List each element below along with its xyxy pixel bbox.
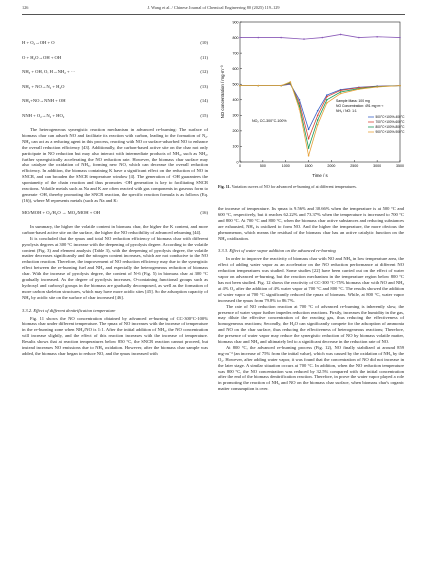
data-point xyxy=(299,99,301,101)
data-point xyxy=(399,37,401,39)
sample-info-2: NO Concentration: 491 mg·m⁻³ xyxy=(336,104,384,108)
legend-label: 700°C+100%-600°C xyxy=(375,120,405,125)
data-point xyxy=(257,85,259,87)
x-tick-label: 1500 xyxy=(304,164,313,168)
data-point xyxy=(340,90,342,92)
y-tick-label: 300 xyxy=(232,113,239,118)
x-axis-label: Time / s xyxy=(312,173,328,178)
paragraph: In summary, the higher the volatile content in biomass char, the higher the K content, and more carbon-based active site on the surface, the higher the NO reducibility of advanced reburning [44]. xyxy=(22,223,208,235)
x-tick-label: 0 xyxy=(239,164,241,168)
paragraph: In order to improve the reactivity of biomass char with NO and NH₃ in low temperature area, the effect of adding water vapor as an accelerator on the NO reduction performance at different NO reduction temperatures was studied. Some studies [22] have been carried out on the effect of water vapor on advanced re-burning, but the reaction mechanism in the temperature region below 800 °C has not been studied. Fig. 12 shows the reactivity of CC-300 °C-75% biomass char with NO and NH₃ at 4% O₂ after the addition of 4% water vapor at 700 °C and 800 °C. The results showed the addition of water vapor at 700 °C significantly reduced the ηmax of biomass. While, at 800 °C, water vapor increased the ηmax from 79.8% to 86.7%. xyxy=(218,256,404,303)
x-tick-label: 1000 xyxy=(281,164,290,168)
equation-10: H + O₂→OH + O (10) xyxy=(22,40,208,45)
data-point xyxy=(280,37,282,39)
data-point xyxy=(280,85,282,87)
paragraph: The rate of NO reduction reaction at 700 °C of advanced re-burning is inherently slow, the presence of water vapor further impedes reduction reactions. Firstly, increases the humidity in the gas, may dilute the effective concentration of the reacting gas, thus reducing the effectiveness of homogeneous reactions; Secondly, the H₂O can significantly compete for the adsorption of ammonia and NO on the char surface, thus reducing the effectiveness of heterogeneous reactions; Therefore, the presence of water vapor may reduce the synergistic reduction of NO by biomass volatile matter, biomass char and NH₃ and ultimately led to a significant decrease in the reduction rate of NO. xyxy=(218,303,404,345)
data-point xyxy=(257,37,259,39)
y-tick-label: 700 xyxy=(232,51,239,56)
data-point xyxy=(399,85,401,87)
equation-13: NH₂ + NO→N₂ + H₂O (13) xyxy=(22,83,208,89)
y-tick-label: 500 xyxy=(232,82,239,87)
data-point xyxy=(358,37,360,39)
header-rule xyxy=(22,14,405,15)
paragraph: At 800 °C, the advanced re-burning process (Fig. 12), NO finally stabilized at around 859 mg·m⁻³ (an increase of 75% from the initial value), which was caused by the oxidation of NH₃ by the O₂. However, after adding water vapor, it was found that the concentration of NO did not increase in the later stage. A similar situation occurs at 700 °C. In addition, when the NO reduction temperature was 800 °C, the NO concentration was reduced by 32.5% compared with the initial concentration after the end of the biomass denitrification reaction. Therefore, in prove the water vapor played a role in promoting the reaction of NH₃ and NO on the biomass char surface, when biomass char's organic matter consumption is over. xyxy=(218,344,404,392)
no-concentration-chart xyxy=(218,18,406,180)
y-tick-label: 400 xyxy=(232,98,239,103)
data-point xyxy=(340,93,342,95)
y-tick-label: 600 xyxy=(232,66,239,71)
data-point xyxy=(326,99,328,101)
paragraph: It is concluded that the ηmax and total NO reduction efficiency of biomass char with different pyrolysis degrees at 300 °C increase with the deepening of pyrolysis degree. According to the volatile content (Fig. 3) and element analysis (Table 3), with the deepening of pyrolysis degree, the volatile matter decreases significantly and the nitrogen content increases, which are not conducive to the NO reduction reaction. Therefore, the improvement of NO reduction efficiency may due to the synergistic effect between the re-burning fuel and NH₃ and especially the heterogeneous reduction of biomass char. With the increase of pyrolysis degree, the content of N-6 (Fig. 5) in biomass char at 300 °C gradually increased. As the degree of pyrolysis increases, O-containing functional groups such as hydroxyl and carboxyl groups in the biomass are gradually decomposed, as well as the formation of more carbon skeleton structures, which may have more acidic sites [45]. So the adsorption capacity of NH₃ by acidic site on the surface of char increased [46]. xyxy=(22,235,208,300)
data-point xyxy=(317,115,319,117)
y-axis-label: NO concentration / mg·m⁻³ xyxy=(220,65,225,119)
running-header: J. Wang et al. / Chinese Journal of Chemical Engineering 80 (2025) 119–129 xyxy=(147,5,280,10)
data-point xyxy=(308,155,310,157)
y-tick-label: 200 xyxy=(232,129,239,134)
x-tick-label: 500 xyxy=(259,164,266,168)
x-tick-label: 3500 xyxy=(396,164,404,168)
paragraph: Fig. 11 shows the NO concentration obtained by advanced re-burning of CC-300°C-100% biomass char under different temperature. The ηmax of NO increases with the increase of temperature in the re-burning zone when NH₃/NO is 1:1. After the initial addition of NH₃, the NO concentration will increase slightly, and the effect of this reaction increases with the increase of temperature. Results shows that at reaction temperatures below 850 °C, the SNCR reaction cannot proceed, but instead increases NO emissions due to NH₃ oxidation. However, after the biomass char sample was added, the biomass char began to reduce NO, and the ηmax increased with xyxy=(22,315,208,356)
page-number: 126 xyxy=(22,5,29,10)
x-tick-label: 2500 xyxy=(350,164,359,168)
data-point xyxy=(340,91,342,93)
data-point xyxy=(376,36,378,38)
equation-15: NNH + O₂→N₂ + HO₂ (15) xyxy=(22,112,208,118)
legend-label: 900°C+100%-900°C xyxy=(375,130,405,135)
x-tick-label: 2000 xyxy=(327,164,336,168)
data-point xyxy=(308,147,310,149)
data-point xyxy=(358,88,360,90)
section-heading: 3.3.3. Effect of water vapor addition on the advanced re-burning xyxy=(218,248,336,254)
equation-14: NH₂+NO→NNH + OH (14) xyxy=(22,98,208,103)
plot-frame xyxy=(240,22,400,162)
figure-annotation: NO₂ CC-300°C-100% xyxy=(252,119,287,123)
y-tick-label: 900 xyxy=(232,20,239,25)
data-point xyxy=(317,119,319,121)
data-point xyxy=(299,108,301,110)
legend-label: 800°C+100%-800°C xyxy=(375,125,405,130)
equation-16: MO/MOH + O₂/H₂O → MO₂/MOH + OH (16) xyxy=(22,209,208,215)
data-point xyxy=(326,102,328,104)
y-tick-label: 0 xyxy=(236,160,239,165)
paragraph: the increase of temperature. Its ηmax is 9.56% and 30.66% when the temperature is at 500 °C and 600 °C, respectively, but it reaches 62.22% and 73.37% when the temperature is increased to 700 °C and 800 °C. At 700 °C and 800 °C, when the biomass char active substances and reducing substances are exhausted, NH₃ is oxidized to form NO. And the higher the temperature, the more obvious the phenomenon, which means the residual of the biomass char has an active catalytic function on the NH₃ oxidization. xyxy=(218,206,404,241)
paragraph: The heterogeneous synergistic reaction mechanism in advanced re-burning: The surface of biomass char can adsorb NO and facilitate its reaction with carbon, leading to the formation of N₂. NH₃ can act as a reducing agent in this process, reacting with NO or surface-adsorbed NO to enhance the overall reduction efficiency [43]. Additionally, the carbon-based active site on the char not only participate in NO reduction but may also interact with intermediate products of NH₃, such as NH₂, further synergistically accelerating the NO reduction rate. However, the biomass char surface may also catalyze the oxidation of NH₃, forming new NO, which can decrease the overall reduction efficiency. In addition, the biomass containing K have a significant effect on the reduction of NO in SNCR, and can broaden the SNCR temperature window [4]. The generation of ·OH guarantees the spontaneity of the chain reaction and thus promotes ·OH generation is key to facilitating SNCR reactions. Volatile metals such as Na and K are often reacted with gas components in gaseous form to generate ·OH, thereby promoting the SNCR reaction, the specific reaction formula is as follows (Eq. (16)), where M represents metals (such as Na and K: xyxy=(22,127,208,203)
y-tick-label: 800 xyxy=(232,35,239,40)
section-heading: 3.3.2. Effect of different denitrification temperature xyxy=(22,307,116,313)
left-column xyxy=(22,40,208,357)
equation-11: O + H₂O→OH + OH (11) xyxy=(22,54,208,60)
data-point xyxy=(308,129,310,131)
data-point xyxy=(317,124,319,126)
sample-info-1: Sample Mass: 100 mg xyxy=(336,99,370,103)
data-point xyxy=(321,37,323,39)
legend-label: 500°C+100%-400°C xyxy=(375,115,405,120)
figure-caption: Fig. 11. Variation curves of NO for advanced re-burning of at different temperatures. xyxy=(218,184,357,189)
right-column xyxy=(218,206,404,392)
data-point xyxy=(299,102,301,104)
x-tick-label: 3000 xyxy=(373,164,382,168)
data-point xyxy=(326,96,328,98)
equation-12: NH₃ + OH, O, H→NH₂ + ··· (12) xyxy=(22,69,208,74)
y-tick-label: 100 xyxy=(232,144,239,149)
data-point xyxy=(239,37,241,39)
data-point xyxy=(317,110,319,112)
sample-info-3: NH₃ / NO: 1:1 xyxy=(336,109,357,113)
data-point xyxy=(376,86,378,88)
figure-11 xyxy=(218,18,406,180)
data-point xyxy=(239,85,241,87)
data-point xyxy=(303,38,305,40)
data-point xyxy=(308,138,310,140)
data-point xyxy=(289,81,291,83)
data-point xyxy=(326,94,328,96)
data-point xyxy=(340,34,342,36)
